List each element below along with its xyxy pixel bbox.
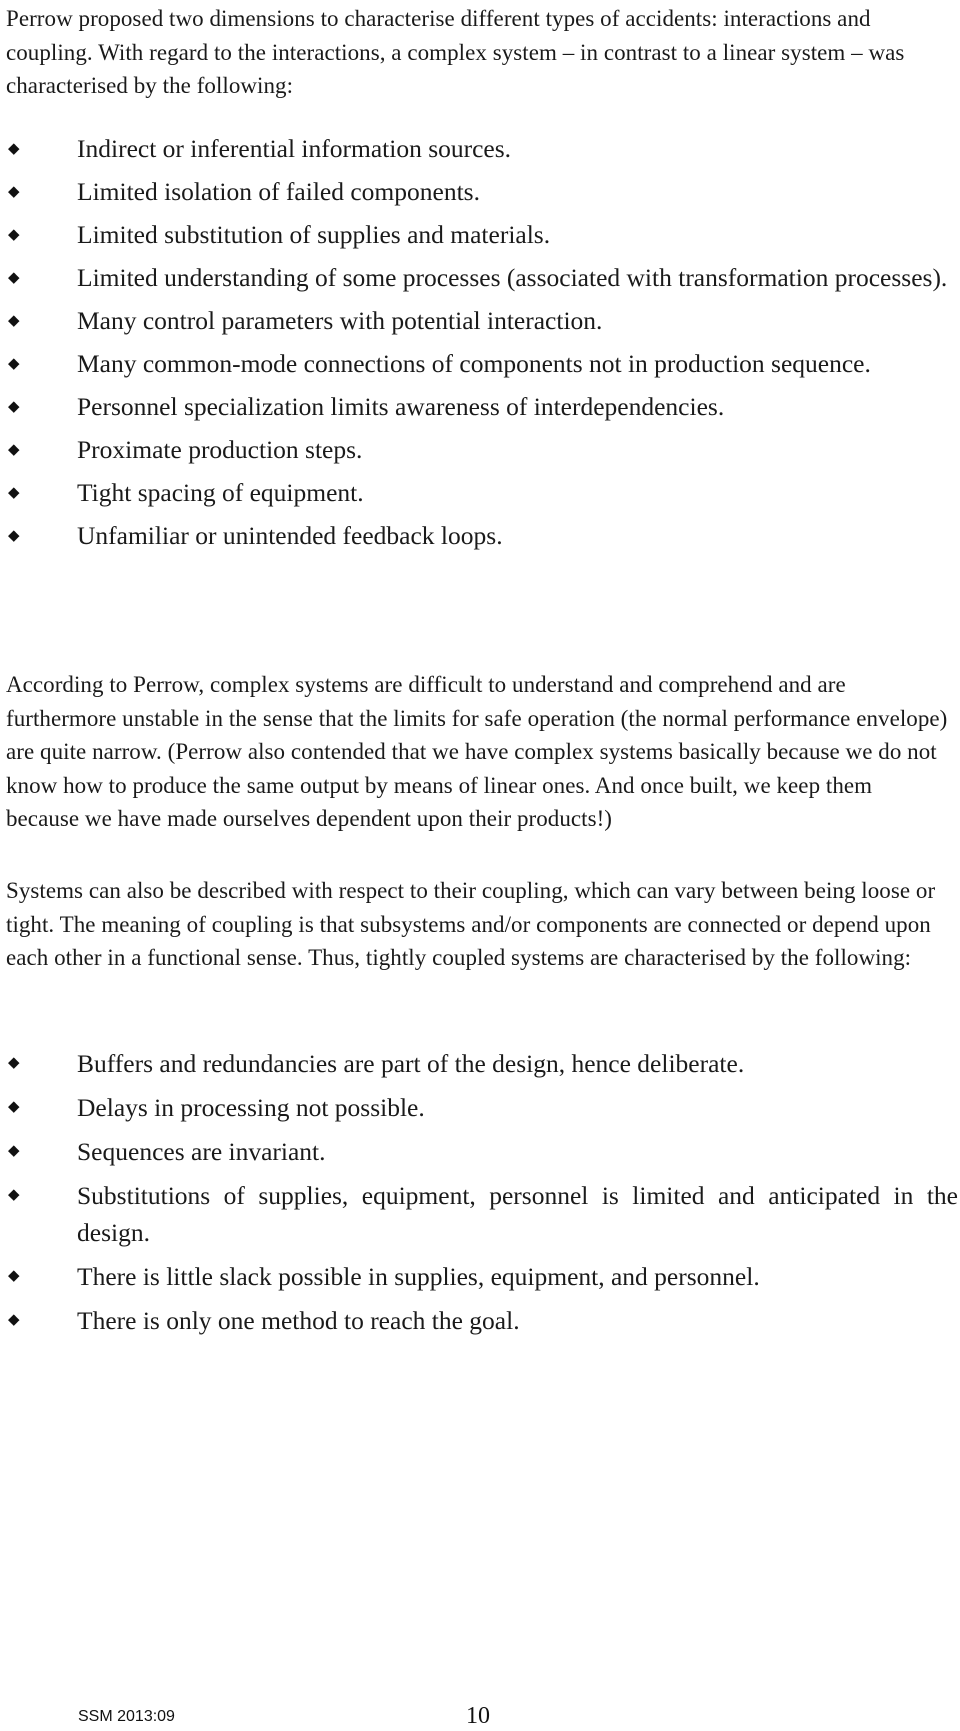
diamond-bullet-icon: ◆ (8, 313, 20, 329)
diamond-bullet-icon: ◆ (8, 1099, 20, 1115)
list-item-text: Tight spacing of equipment. (77, 478, 364, 507)
list-item-text: Limited understanding of some processes (associated with transformation processes). (77, 263, 948, 292)
list-item-text: There is little slack possible in supplies, equipment, and personnel. (77, 1262, 760, 1291)
diamond-bullet-icon: ◆ (8, 442, 20, 458)
list-item-text: Proximate production steps. (77, 435, 363, 464)
list-item (0, 432, 960, 468)
diamond-bullet-icon: ◆ (8, 1143, 20, 1159)
list-item-text: Unfamiliar or unintended feedback loops. (77, 521, 503, 550)
list-item-text: Personnel specialization limits awareness of interdependencies. (77, 392, 725, 421)
diamond-bullet-icon: ◆ (8, 1268, 20, 1284)
list-item-text: Buffers and redundancies are part of the design, hence deliberate. (77, 1049, 745, 1078)
diamond-bullet-icon: ◆ (8, 399, 20, 415)
diamond-bullet-icon: ◆ (8, 1312, 20, 1328)
list-item (0, 1089, 960, 1126)
diamond-bullet-icon: ◆ (8, 141, 20, 157)
list-item (0, 1302, 960, 1339)
list-item (0, 260, 960, 296)
diamond-bullet-icon: ◆ (8, 1055, 20, 1071)
list-item (0, 475, 960, 511)
diamond-bullet-icon: ◆ (8, 1187, 20, 1203)
list-item-text: Limited isolation of failed components. (77, 177, 480, 206)
list-item-text: Many common-mode connections of components not in production sequence. (77, 349, 871, 378)
list-item (0, 389, 960, 425)
diamond-bullet-icon: ◆ (8, 270, 20, 286)
list-item (0, 303, 960, 339)
list-item (0, 518, 960, 554)
diamond-bullet-icon: ◆ (8, 485, 20, 501)
complex-systems-paragraph: According to Perrow, complex systems are difficult to understand and comprehend and are furthermore unstable in the sense that the limits for safe operation (the normal performance envelope) are quite narrow. (Perrow also contended that we have complex systems basically because we do not know how to produce the same output by means of linear ones. And once built, we keep them because we have made ourselves dependent upon their products!) (6, 672, 948, 831)
tightly-coupled-list (0, 1045, 960, 1346)
list-item (0, 1045, 960, 1082)
page-number: 10 (466, 1703, 490, 1729)
list-item-text: Substitutions of supplies, equipment, personnel is limited and anticipated in the design. (77, 1181, 958, 1247)
list-item (0, 174, 960, 210)
list-item-text: There is only one method to reach the goal. (77, 1306, 520, 1335)
list-item (0, 1258, 960, 1295)
list-item (0, 1177, 960, 1251)
report-id: SSM 2013:09 (78, 1708, 175, 1725)
list-item-text: Indirect or inferential information sources. (77, 134, 512, 163)
diamond-bullet-icon: ◆ (8, 356, 20, 372)
list-item (0, 217, 960, 253)
list-item-text: Many control parameters with potential interaction. (77, 306, 603, 335)
intro-paragraph: Perrow proposed two dimensions to characterise different types of accidents: interactions and coupling. With regard to the interactions, a complex system – in contrast to a linear system – was characterised by the following: (6, 6, 905, 98)
diamond-bullet-icon: ◆ (8, 227, 20, 243)
diamond-bullet-icon: ◆ (8, 184, 20, 200)
list-item (0, 346, 960, 382)
complex-system-list (0, 131, 960, 561)
list-item-text: Limited substitution of supplies and materials. (77, 220, 551, 249)
diamond-bullet-icon: ◆ (8, 528, 20, 544)
list-item (0, 1133, 960, 1170)
list-item-text: Sequences are invariant. (77, 1137, 326, 1166)
coupling-paragraph: Systems can also be described with respect to their coupling, which can vary between being loose or tight. The meaning of coupling is that subsystems and/or components are connected or depend upon each other in a functional sense. Thus, tightly coupled systems are characterised by the following: (6, 878, 936, 970)
list-item-text: Delays in processing not possible. (77, 1093, 425, 1122)
list-item (0, 131, 960, 167)
